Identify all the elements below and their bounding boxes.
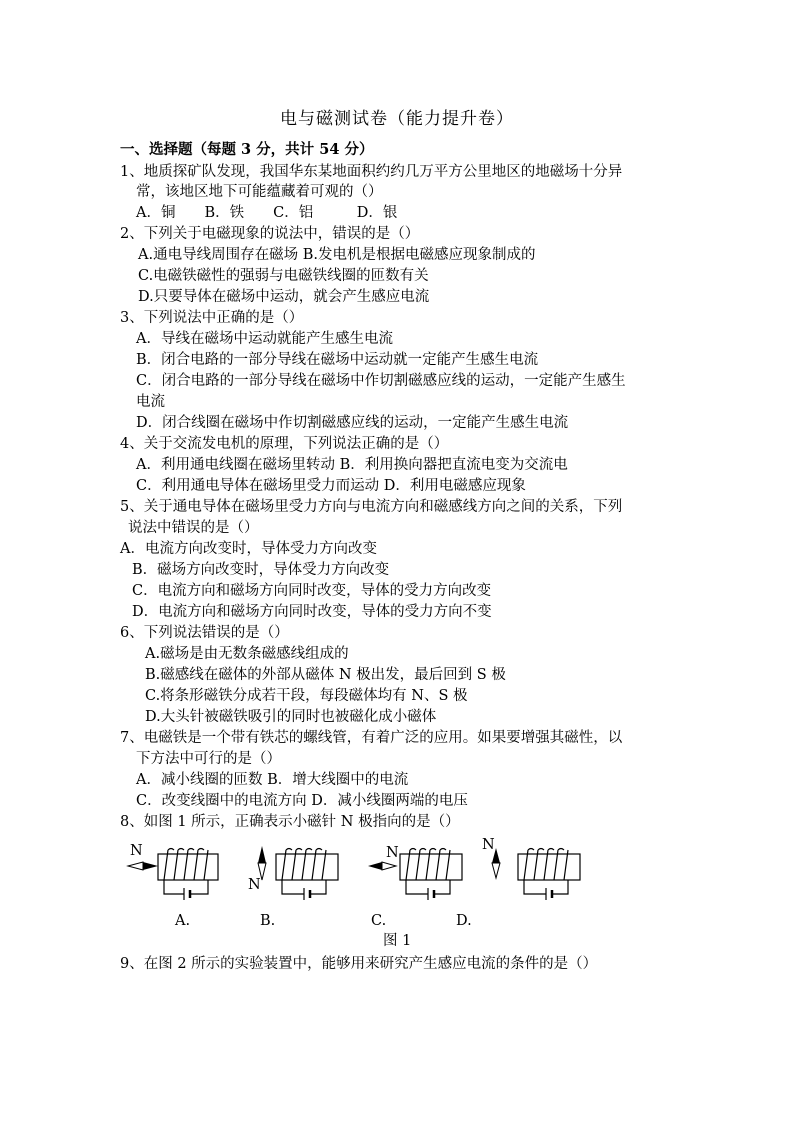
needle-label-c: N (386, 845, 399, 861)
figure-caption: 图 1 (383, 933, 412, 949)
compass-needle-c (368, 862, 396, 870)
question-5-option: B．磁场方向改变时，导体受力方向改变 (132, 562, 390, 578)
solenoid-diagram (120, 832, 620, 952)
question-3-option: D．闭合线圈在磁场中作切割磁感应线的运动，一定能产生感生电流 (136, 415, 569, 431)
question-3-option: A．导线在磁场中运动就能产生感生电流 (136, 331, 393, 347)
compass-needle-a (128, 862, 158, 870)
option-label-c: C. (371, 913, 387, 929)
question-6-option: D.大头针被磁铁吸引的同时也被磁化成小磁体 (145, 709, 437, 725)
question-7-option: C．改变线圈中的电流方向 D．减小线圈两端的电压 (136, 793, 468, 809)
question-5-option: A．电流方向改变时，导体受力方向改变 (120, 541, 377, 557)
question-5-stem: 5、关于通电导体在磁场里受力方向与电流方向和磁感线方向之间的关系，下列 (120, 499, 623, 515)
question-3-option: 电流 (136, 394, 165, 410)
solenoid-a (158, 849, 218, 901)
solenoid-b (276, 849, 338, 901)
section-heading: 一、选择题（每题 3 分，共计 54 分） (120, 141, 374, 158)
question-7-stem: 下方法中可行的是（） (136, 751, 281, 767)
needle-label-d: N (482, 837, 495, 853)
question-9-stem: 9、在图 2 所示的实验装置中，能够用来研究产生感应电流的条件的是（） (120, 956, 598, 972)
question-1-options: A．铜 B．铁 C．铝 D．银 (136, 205, 398, 221)
exam-title: 电与磁测试卷（能力提升卷） (280, 109, 514, 129)
compass-needle-b (258, 846, 266, 880)
solenoid-d (518, 849, 580, 901)
question-1-line: 常，该地区地下可能蕴藏着可观的（） (136, 184, 383, 200)
option-label-b: B. (260, 913, 276, 929)
question-2-stem: 2、下列关于电磁现象的说法中，错误的是（） (120, 226, 420, 242)
question-4-option: A．利用通电线圈在磁场里转动 B．利用换向器把直流电变为交流电 (136, 457, 568, 473)
needle-label-a: N (130, 843, 143, 859)
question-1-line: 1、地质探矿队发现，我国华东某地面积约约几万平方公里地区的地磁场十分异 (120, 164, 623, 180)
solenoid-c (400, 849, 462, 901)
question-4-option: C．利用通电导体在磁场里受力而运动 D．利用电磁感应现象 (136, 478, 526, 494)
option-label-d: D. (456, 913, 472, 929)
question-5-option: D．电流方向和磁场方向同时改变，导体的受力方向不变 (132, 604, 492, 620)
question-2-option: C.电磁铁磁性的强弱与电磁铁线圈的匝数有关 (138, 268, 429, 284)
question-3-option: C．闭合电路的一部分导线在磁场中作切割磁感应线的运动，一定能产生感生 (136, 373, 626, 389)
question-7-option: A．减小线圈的匝数 B．增大线圈中的电流 (136, 772, 409, 788)
question-5-stem: 说法中错误的是（） (128, 520, 259, 536)
question-8-stem: 8、如图 1 所示，正确表示小磁针 N 极指向的是（） (120, 814, 460, 830)
figure-1 (120, 832, 620, 952)
needle-label-b: N (248, 877, 261, 893)
question-7-stem: 7、电磁铁是一个带有铁芯的螺线管，有着广泛的应用。如果要增强其磁性，以 (120, 730, 623, 746)
question-2-option: A.通电导线周围存在磁场 B.发电机是根据电磁感应现象制成的 (138, 247, 536, 263)
question-2-option: D.只要导体在磁场中运动，就会产生感应电流 (138, 289, 430, 305)
question-4-stem: 4、关于交流发电机的原理，下列说法正确的是（） (120, 436, 449, 452)
question-6-option: B.磁感线在磁体的外部从磁体 N 极出发，最后回到 S 极 (145, 667, 506, 683)
question-3-option: B．闭合电路的一部分导线在磁场中运动就一定能产生感生电流 (136, 352, 539, 368)
question-3-stem: 3、下列说法中正确的是（） (120, 310, 304, 326)
option-label-a: A. (175, 913, 191, 929)
question-5-option: C．电流方向和磁场方向同时改变，导体的受力方向改变 (132, 583, 492, 599)
question-6-option: A.磁场是由无数条磁感线组成的 (145, 646, 349, 662)
question-6-option: C.将条形磁铁分成若干段，每段磁体均有 N、S 极 (145, 688, 468, 704)
question-6-stem: 6、下列说法错误的是（） (120, 625, 289, 641)
